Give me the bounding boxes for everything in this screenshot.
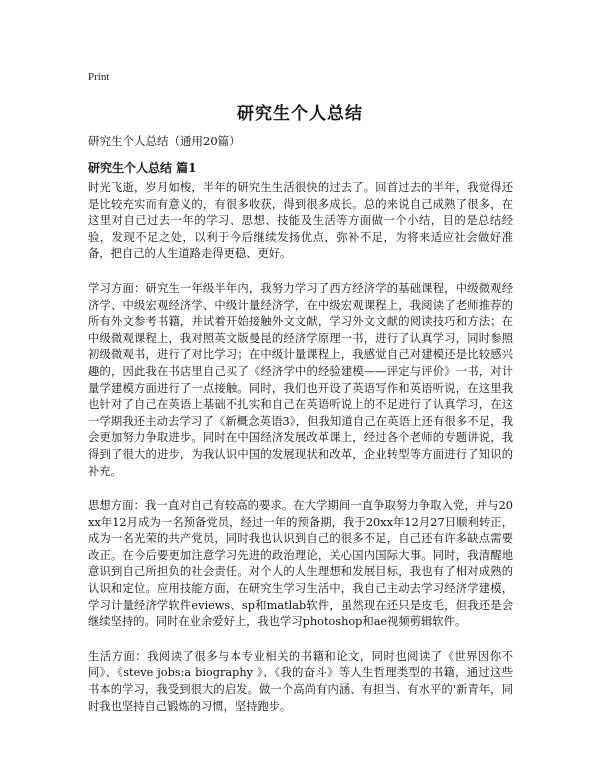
paragraph-intro: 时光飞逝，岁月如梭，半年的研究生生活很快的过去了。回首过去的半年，我觉得还是比较充实而有意义的，有很多收获，得到很多成长。总的来说自己成熟了很多，在这里对自己过去一年的学习、思想、技能及生活等方面做一个小结，目的是总结经验，发现不足之处，以利于今后继续发扬优点，弥补不足，为将来适应社会做好准备，把自己的人生道路走得更稳、更好。 (88, 181, 513, 261)
section-heading: 研究生个人总结 篇1 (88, 161, 197, 175)
paragraph-life: 生活方面：我阅读了很多与本专业相关的书籍和论文，同时也阅读了《世界因你不同》、《steve jobs:a biography 》、《我的奋斗》等人生哲理类型的书籍，通过这些书本的学习，我受到很大的启发。做一个高尚有内涵、有担当、有水平的'新青年，同时我也坚持自己锻炼的习惯，坚持跑步。 (88, 649, 513, 713)
document-subtitle: 研究生个人总结（通用20篇） (88, 134, 241, 148)
paragraph-thought: 思想方面：我一直对自己有较高的要求。在大学期间一直争取努力争取入党，并与20xx年12月成为一名预备党员，经过一年的预备期，我于20xx年12月27日顺利转正，成为一名光荣的共产党员，同时我也认识到自己的很多不足，自己还有许多缺点需要改正。在今后要更加注意学习先进的政治理论，关心国内国际大事。同时，我清醒地意识到自己所担负的社会责任。对个人的人生理想和发展目标，我也有了相对成熟的认识和定位。应用技能方面，在研究生学习生活中，我自己主动去学习经济学建模，学习计量经济学软件eviews、sp和matlab软件，虽然现在还只是皮毛，但我还是会继续坚持的。同时在业余爱好上，我也学习photoshop和ae视频剪辑软件。 (88, 499, 513, 629)
document-title: 研究生个人总结 (237, 104, 363, 124)
document-body (88, 180, 513, 733)
print-link[interactable]: Print (88, 71, 110, 83)
paragraph-study: 学习方面：研究生一年级半年内，我努力学习了西方经济学的基础课程，中级微观经济学、中级宏观经济学、中级计量经济学，在中级宏观课程上，我阅读了老师推荐的所有外文参考书籍，并试着开始接触外文文献，学习外文文献的阅读技巧和方法；在中级微观课程上，我对照英文版曼昆的经济学原理一书，进行了认真学习，同时参照初级微观书，进行了对比学习；在中级计量课程上，我感觉自己对建模还是比较感兴趣的，因此我在书店里自己买了《经济学中的经验建模——评定与评价》一书，对计量学建模方面进行了一点接触。同时，我们也开设了英语写作和英语听说，在这里我也针对了自己在英语上基础不扎实和自己在英语听说上的不足进行了认真学习，在这一学期我还主动去学习了《新概念英语3》，但我知道自己在英语上还有很多不足，我会更加努力争取进步。同时在中国经济发展改革课上，经过各个老师的专题讲说，我得到了很大的进步，为我认识中国的发展现状和改革，企业转型等方面进行了知识的补充。 (88, 281, 513, 478)
